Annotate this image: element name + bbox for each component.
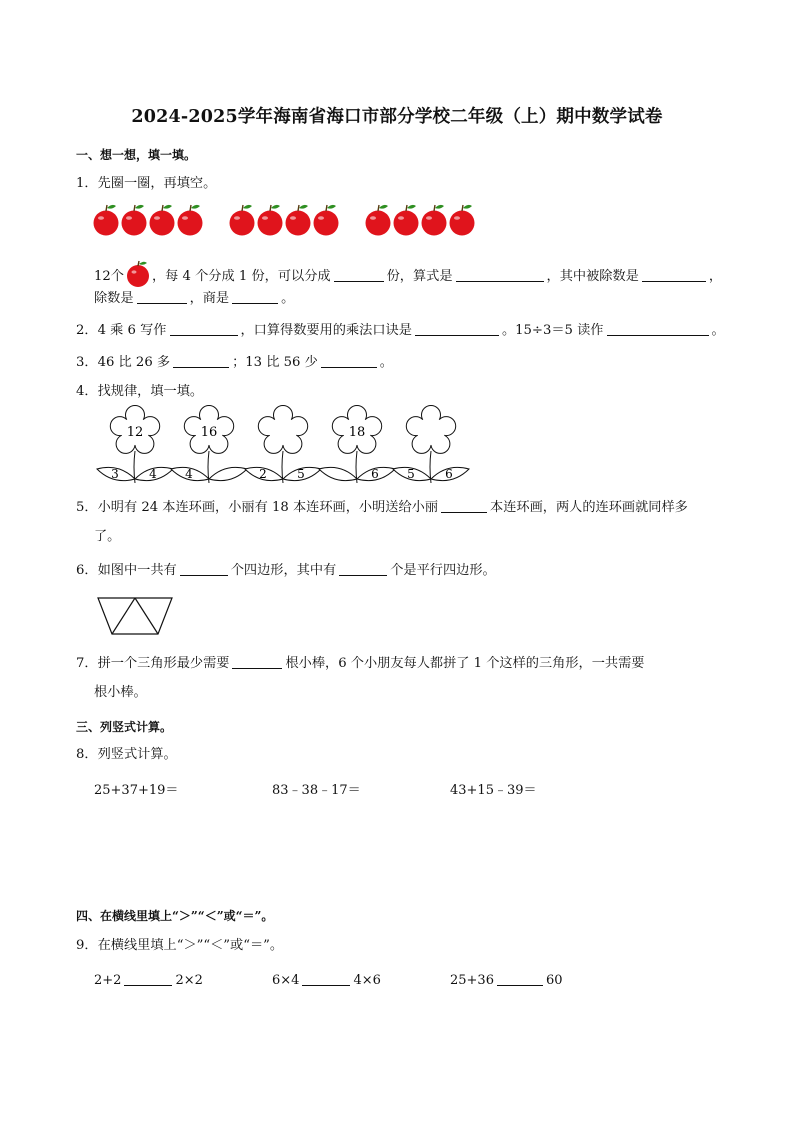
question-8-prompt: 8．列竖式计算。	[76, 747, 177, 762]
compare-2-left: 6×4	[272, 973, 300, 988]
blank-q5-books[interactable]	[441, 499, 487, 513]
blank-q6-quadrilaterals[interactable]	[180, 562, 228, 576]
q3-text-b: ；13 比 56 少	[232, 355, 318, 371]
flower-right-number: 6	[445, 467, 453, 481]
q5-text-b: 本连环画，两人的连环画就同样多	[490, 500, 688, 516]
q3-text-a: 3．46 比 26 多	[76, 355, 171, 371]
flower-right-number: 4	[149, 467, 157, 481]
blank-q1-dividend[interactable]	[642, 268, 706, 282]
question-7-line-1	[76, 655, 645, 670]
calc-item-3: 43+15﹣39＝	[450, 783, 537, 798]
apple-icon	[178, 205, 203, 236]
q2-text-d: 。	[711, 323, 725, 339]
apple-icon	[230, 205, 255, 236]
apple-icon	[394, 205, 419, 236]
q1-text-a: 12个	[94, 269, 124, 284]
q7-text-a: 7．拼一个三角形最少需要	[76, 656, 230, 672]
q1-text-b: ，每 4 个分成 1 份，可以分成	[151, 269, 331, 284]
flower-head	[258, 406, 307, 454]
blank-q3-more[interactable]	[173, 354, 229, 368]
question-3	[76, 354, 393, 369]
apple-icon	[314, 205, 339, 236]
q2-text-b: ，口算得数要用的乘法口诀是	[240, 323, 412, 339]
section-1-heading: 一、想一想，填一填。	[76, 148, 197, 162]
section-4-heading: 四、在横线里填上“＞”“＜”或“＝”。	[76, 909, 274, 923]
flower-head	[406, 406, 455, 454]
blank-compare-1[interactable]	[124, 972, 172, 986]
question-7-line-2: 根小棒。	[94, 685, 147, 700]
apple-icon	[150, 205, 175, 236]
blank-q1-quotient[interactable]	[232, 290, 278, 304]
flower-left-number: 3	[111, 467, 119, 481]
question-6	[76, 562, 496, 577]
right-leaf	[209, 467, 247, 480]
compare-item-2	[272, 972, 381, 988]
apple-icon	[286, 205, 311, 236]
apple-icon	[450, 205, 475, 236]
apple-icon	[125, 260, 151, 288]
trapezoid-figure	[96, 596, 174, 636]
section-3-heading: 三、列竖式计算。	[76, 720, 173, 734]
q3-text-c: 。	[379, 355, 393, 371]
question-9-prompt: 9．在横线里填上“＞”“＜”或“＝”。	[76, 938, 284, 953]
flower-top-number: 18	[348, 425, 366, 440]
blank-q1-expression[interactable]	[456, 268, 544, 282]
left-leaf	[319, 467, 357, 480]
apple-icon	[94, 205, 119, 236]
compare-3-left: 25+36	[450, 973, 494, 988]
blank-q3-less[interactable]	[321, 354, 377, 368]
blank-compare-2[interactable]	[302, 972, 350, 986]
apple-icon	[422, 205, 447, 236]
flower-item	[319, 406, 395, 484]
flower-top-number: 16	[200, 425, 218, 440]
flower-left-number: 5	[407, 467, 415, 481]
blank-q1-parts[interactable]	[334, 268, 384, 282]
question-4-prompt: 4．找规律，填一填。	[76, 384, 204, 399]
compare-item-1	[94, 972, 203, 988]
blank-q2-read-as[interactable]	[607, 322, 709, 336]
calc-item-1: 25+37+19＝	[94, 783, 179, 798]
question-5-line-2: 了。	[94, 529, 121, 544]
blank-q1-divisor[interactable]	[137, 290, 187, 304]
q1-text-e: ，	[708, 269, 723, 284]
apple-icon	[122, 205, 147, 236]
q1-text-d: ，其中被除数是	[546, 269, 639, 284]
question-1-line-3	[94, 290, 294, 305]
question-5-line-1	[76, 499, 688, 514]
blank-q2-written[interactable]	[170, 322, 238, 336]
compare-2-right: 4×6	[353, 973, 381, 988]
compare-1-left: 2+2	[94, 973, 122, 988]
blank-compare-3[interactable]	[497, 972, 543, 986]
q2-text-c: 。15÷3＝5 读作	[501, 323, 604, 339]
flower-left-number: 2	[259, 467, 267, 481]
apple-groups-figure	[92, 203, 492, 237]
q6-text-c: 个是平行四边形。	[390, 563, 496, 579]
apple-icon	[258, 205, 283, 236]
question-1-line-2	[94, 260, 722, 288]
q2-text-a: 2．4 乘 6 写作	[76, 323, 167, 339]
flower-item	[171, 406, 247, 484]
q5-text-a: 5．小明有 24 本连环画，小丽有 18 本连环画，小明送给小丽	[76, 500, 439, 516]
flower-pattern-figure	[90, 405, 470, 483]
question-2	[76, 322, 725, 337]
q1-text-c: 份，算式是	[386, 269, 453, 284]
blank-q7-sticks[interactable]	[232, 655, 282, 669]
flower-item	[393, 406, 469, 484]
flower-right-number: 5	[297, 467, 305, 481]
flower-right-number: 6	[371, 467, 379, 481]
page-title: 2024-2025学年海南省海口市部分学校二年级（上）期中数学试卷	[131, 107, 663, 127]
compare-1-right: 2×2	[175, 973, 203, 988]
flower-item	[245, 406, 321, 484]
q6-text-b: 个四边形，其中有	[230, 563, 337, 579]
blank-q6-parallelograms[interactable]	[339, 562, 387, 576]
q1-text-f: 除数是	[94, 291, 134, 307]
q6-text-a: 6．如图中一共有	[76, 563, 177, 579]
q1-text-g: ，商是	[189, 291, 230, 307]
apple-icon	[366, 205, 391, 236]
flower-top-number: 12	[126, 425, 144, 440]
compare-item-3	[450, 972, 563, 988]
compare-3-right: 60	[545, 973, 563, 988]
question-1-prompt: 1．先圈一圈，再填空。	[76, 176, 217, 191]
q7-text-b: 根小棒，6 个小朋友每人都拼了 1 个这样的三角形，一共需要	[285, 656, 645, 672]
blank-q2-rhyme[interactable]	[415, 322, 499, 336]
flower-left-number: 4	[185, 467, 193, 481]
calc-item-2: 83﹣38﹣17＝	[272, 783, 361, 798]
q1-text-h: 。	[281, 291, 295, 307]
flower-item	[97, 406, 173, 484]
